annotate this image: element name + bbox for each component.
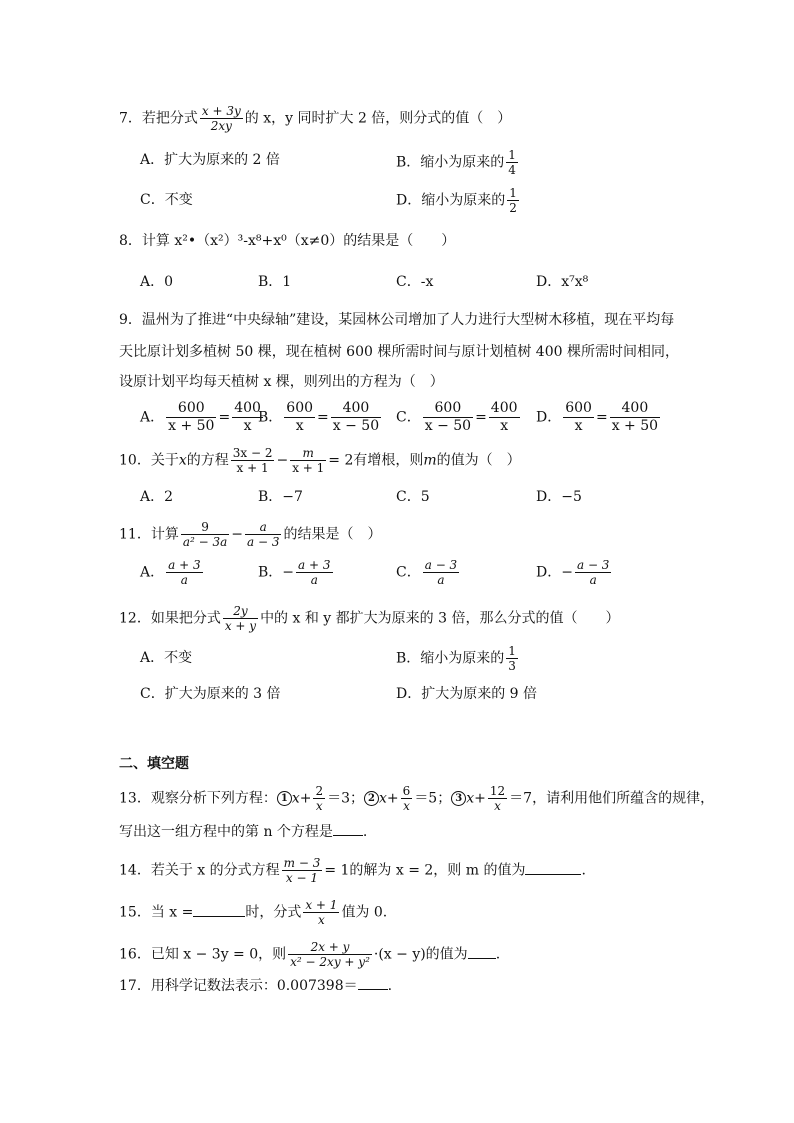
q15-suffix: 值为 0. xyxy=(341,904,388,921)
q11-option-a xyxy=(140,558,205,587)
q9-b-right-den: x − 50 xyxy=(332,418,380,434)
q10-option-d: D．−5 xyxy=(536,489,582,505)
q10-option-b: B．−7 xyxy=(258,489,303,505)
q15-prefix: 15．当 x = xyxy=(119,904,194,921)
q12-b-fraction xyxy=(506,644,518,673)
q7-prefix: 7．若把分式 xyxy=(119,110,198,127)
q9-d-left xyxy=(563,400,594,435)
q9-d-right xyxy=(610,400,660,435)
q9-d-left-den: x xyxy=(574,418,583,434)
q11-frac1 xyxy=(181,520,229,549)
q7-b-fraction xyxy=(506,148,518,177)
q7-option-a: A．扩大为原来的 2 倍 xyxy=(140,152,280,168)
q7-b-text: B．缩小为原来的 xyxy=(396,154,505,171)
q14-end: . xyxy=(581,862,586,879)
q11-d-den: a xyxy=(589,573,597,587)
q13-e2-pre: x+ xyxy=(379,790,399,807)
q11-prefix: 11．计算 xyxy=(119,526,179,543)
q13-e3-num: 12 xyxy=(489,784,506,798)
q14-answer-blank[interactable] xyxy=(525,862,581,875)
q16-frac-den: x² − 2xy + y² xyxy=(290,955,370,969)
q10-x: x xyxy=(178,452,187,469)
q14-frac-num: m − 3 xyxy=(283,856,321,870)
section-title-fill-in: 二、填空题 xyxy=(119,756,189,772)
q17-prefix: 17．用科学记数法表示：0.007398＝ xyxy=(119,978,358,994)
q12-prefix: 12．如果把分式 xyxy=(119,610,221,627)
q16-answer-blank[interactable] xyxy=(468,946,496,959)
circled-number-1: 1 xyxy=(277,791,292,806)
q11-option-d xyxy=(536,558,613,587)
q9-b-left-den: x xyxy=(295,418,304,434)
q9-b-right-num: 400 xyxy=(331,400,381,418)
q16-prefix: 16．已知 x − 3y = 0，则 xyxy=(119,946,287,963)
q7-b-num: 1 xyxy=(508,148,516,162)
q11-d-frac xyxy=(575,558,611,587)
q9-d-right-num: 400 xyxy=(610,400,660,418)
q9-option-b xyxy=(258,400,383,435)
q12-frac-den: x + y xyxy=(224,619,257,633)
q10-f2-den: x + 1 xyxy=(292,461,325,475)
question-7 xyxy=(119,104,511,133)
q11-a-label: A． xyxy=(140,564,165,581)
q9-a-label: A． xyxy=(140,409,165,426)
q12-b-text: B．缩小为原来的 xyxy=(396,650,505,667)
q11-option-b xyxy=(258,558,335,587)
q13-e3-pre: x+ xyxy=(466,790,486,807)
question-9-line2: 天比原计划多植树 50 棵，现在植树 600 棵所需时间与原计划植树 400 棵所需时间相同， xyxy=(119,344,679,360)
q15-answer-blank[interactable] xyxy=(193,904,245,917)
q7-d-num: 1 xyxy=(509,186,517,200)
q7-fraction xyxy=(200,104,243,133)
question-9-line3: 设原计划平均每天植树 x 棵，则列出的方程为（ ） xyxy=(119,374,444,390)
q8-option-b: B．1 xyxy=(258,274,292,290)
q13-e2-num: 6 xyxy=(402,784,411,798)
q9-c-left-den: x − 50 xyxy=(424,418,472,434)
q9-option-c xyxy=(396,400,522,435)
q8-option-d: D．x⁷x⁸ xyxy=(536,274,589,290)
q11-c-label: C． xyxy=(396,564,421,581)
q9-b-left-num: 600 xyxy=(286,400,314,416)
q10-f1-den: x + 1 xyxy=(236,461,269,475)
q13-e2-den: x xyxy=(403,799,410,813)
q12-b-num: 1 xyxy=(508,644,516,658)
question-16 xyxy=(119,940,500,969)
q16-fraction xyxy=(288,940,372,969)
q12-option-b xyxy=(396,644,520,673)
q7-option-d xyxy=(396,186,521,215)
q13-e1-frac xyxy=(313,784,325,813)
q7-option-b xyxy=(396,148,520,177)
q13-e1-num: 2 xyxy=(315,784,324,798)
q13-e1-pre: x+ xyxy=(291,790,312,807)
q15-mid: 时，分式 xyxy=(245,904,302,921)
q16-suffix: ·(x − y)的值为 xyxy=(373,946,468,963)
question-14 xyxy=(119,856,586,885)
q11-b-label: B．− xyxy=(258,564,295,581)
q11-c-frac xyxy=(423,558,459,587)
q17-end: . xyxy=(387,978,393,994)
question-11 xyxy=(119,520,381,549)
q9-b-label: B． xyxy=(258,409,283,426)
q9-option-a xyxy=(140,400,265,435)
q9-a-left-den: x + 50 xyxy=(168,418,215,434)
q7-option-c: C．不变 xyxy=(140,192,193,208)
q9-d-label: D． xyxy=(536,409,562,426)
q8-option-c: C．-x xyxy=(396,274,434,290)
q11-d-label: D．− xyxy=(536,564,573,581)
q12-option-d: D．扩大为原来的 9 倍 xyxy=(396,686,538,702)
question-8: 8．计算 x²•（x²）³-x⁸+x⁰（x≠0）的结果是（ ） xyxy=(119,233,456,249)
q10-option-c: C．5 xyxy=(396,489,430,505)
q11-b-frac xyxy=(296,558,332,587)
q9-c-label: C． xyxy=(396,409,421,426)
q9-c-right xyxy=(489,400,520,435)
q10-suffix: 的值为（ ） xyxy=(436,452,521,469)
q10-f1-num: 3x − 2 xyxy=(232,446,273,460)
q9-a-eq: = xyxy=(218,409,231,426)
q17-answer-blank[interactable] xyxy=(358,977,388,990)
q7-frac-den: 2xy xyxy=(210,119,232,133)
q11-frac2 xyxy=(245,520,281,549)
q13-answer-blank[interactable] xyxy=(333,823,363,836)
q8-option-a: A．0 xyxy=(140,274,174,290)
q13-line2-post: . xyxy=(362,824,368,840)
q10-frac1 xyxy=(231,446,275,475)
q11-b-num: a + 3 xyxy=(298,558,331,572)
q15-fraction xyxy=(303,898,339,927)
q9-a-left xyxy=(166,400,216,435)
q13-e3-den: x xyxy=(494,799,501,813)
q11-b-den: a xyxy=(310,573,318,587)
q9-a-right-den: x xyxy=(243,418,252,434)
question-10 xyxy=(119,446,521,475)
q13-e2-frac xyxy=(401,784,413,813)
q14-prefix: 14．若关于 x 的分式方程 xyxy=(119,862,280,879)
q11-f1-num: 9 xyxy=(181,520,229,535)
question-17 xyxy=(119,976,392,996)
q11-c-num: a − 3 xyxy=(424,558,458,572)
q7-d-den: 2 xyxy=(509,201,517,215)
q11-f1-den: a² − 3a xyxy=(182,535,228,549)
q7-d-fraction xyxy=(507,186,519,215)
question-15 xyxy=(119,898,387,927)
q13-prefix: 13．观察分析下列方程： xyxy=(119,790,277,807)
q16-end: . xyxy=(495,946,501,963)
q10-minus: − xyxy=(276,452,289,469)
q7-d-text: D．缩小为原来的 xyxy=(396,192,506,209)
question-9-line1: 9．温州为了推进“中央绿轴”建设，某园林公司增加了人力进行大型树木移植，现在平均每 xyxy=(119,312,675,328)
question-12 xyxy=(119,604,619,633)
q9-c-eq: = xyxy=(475,409,487,426)
q9-d-right-den: x + 50 xyxy=(611,418,659,434)
q12-option-a: A．不变 xyxy=(140,650,193,666)
q11-c-den: a xyxy=(437,573,445,587)
q7-suffix: 的 x，y 同时扩大 2 倍，则分式的值（ ） xyxy=(244,110,512,127)
q10-option-a: A．2 xyxy=(140,489,174,505)
circled-number-2: 2 xyxy=(364,791,379,806)
q13-e1-den: x xyxy=(315,799,323,813)
q11-d-num: a − 3 xyxy=(576,558,610,572)
q10-f2-num: m xyxy=(290,446,326,461)
q10-frac2 xyxy=(290,446,326,475)
q10-mid1: 的方程 xyxy=(186,452,229,469)
q13-e1-post: ＝3； xyxy=(327,790,365,807)
q10-m: m xyxy=(423,452,437,469)
q9-a-left-num: 600 xyxy=(166,400,216,418)
q13-line2-pre: 写出这一组方程中的第 n 个方程是 xyxy=(119,824,333,840)
q13-e2-post: ＝5； xyxy=(414,790,452,807)
q11-a-num: a + 3 xyxy=(168,558,201,572)
q11-f2-den: a − 3 xyxy=(247,535,280,549)
q7-b-den: 4 xyxy=(508,163,516,177)
q9-c-right-den: x xyxy=(500,418,509,434)
q14-suffix: = 1的解为 x = 2，则 m 的值为 xyxy=(324,862,526,879)
q11-a-frac xyxy=(166,558,202,587)
q9-a-right-num: 400 xyxy=(234,400,261,416)
q11-suffix: 的结果是（ ） xyxy=(283,526,382,543)
q12-frac-num: 2y xyxy=(223,604,258,619)
question-13-line2 xyxy=(119,822,367,842)
q9-b-right xyxy=(331,400,381,435)
q12-suffix: 中的 x 和 y 都扩大为原来的 3 倍，那么分式的值（ ） xyxy=(260,610,620,627)
circled-number-3: 3 xyxy=(451,791,466,806)
q14-fraction xyxy=(282,856,323,885)
q9-b-eq: = xyxy=(317,409,329,426)
q13-e3-frac xyxy=(488,784,507,813)
q12-fraction xyxy=(223,604,258,633)
q9-option-d xyxy=(536,400,662,435)
q14-frac-den: x − 1 xyxy=(285,871,319,885)
question-13 xyxy=(119,784,714,813)
q12-b-den: 3 xyxy=(508,659,516,673)
q16-frac-num: 2x + y xyxy=(288,940,372,955)
q9-c-right-num: 400 xyxy=(490,400,518,416)
q11-a-den: a xyxy=(180,573,188,587)
q10-prefix: 10．关于 xyxy=(119,452,179,469)
q9-d-eq: = xyxy=(595,409,608,426)
q7-frac-num: x + 3y xyxy=(201,104,241,118)
q10-mid2: = 2有增根，则 xyxy=(328,452,424,469)
q9-c-left-num: 600 xyxy=(423,400,473,418)
q9-c-left xyxy=(423,400,473,435)
q11-minus: − xyxy=(231,526,243,543)
q11-option-c xyxy=(396,558,461,587)
q11-f2-num: a xyxy=(245,520,281,535)
q9-d-left-num: 600 xyxy=(565,400,592,416)
q15-frac-den: x xyxy=(318,913,325,927)
q9-b-left xyxy=(284,400,315,435)
q13-e3-post: ＝7，请利用他们所蕴含的规律， xyxy=(509,790,715,807)
q12-option-c: C．扩大为原来的 3 倍 xyxy=(140,686,281,702)
q15-frac-num: x + 1 xyxy=(305,898,338,912)
